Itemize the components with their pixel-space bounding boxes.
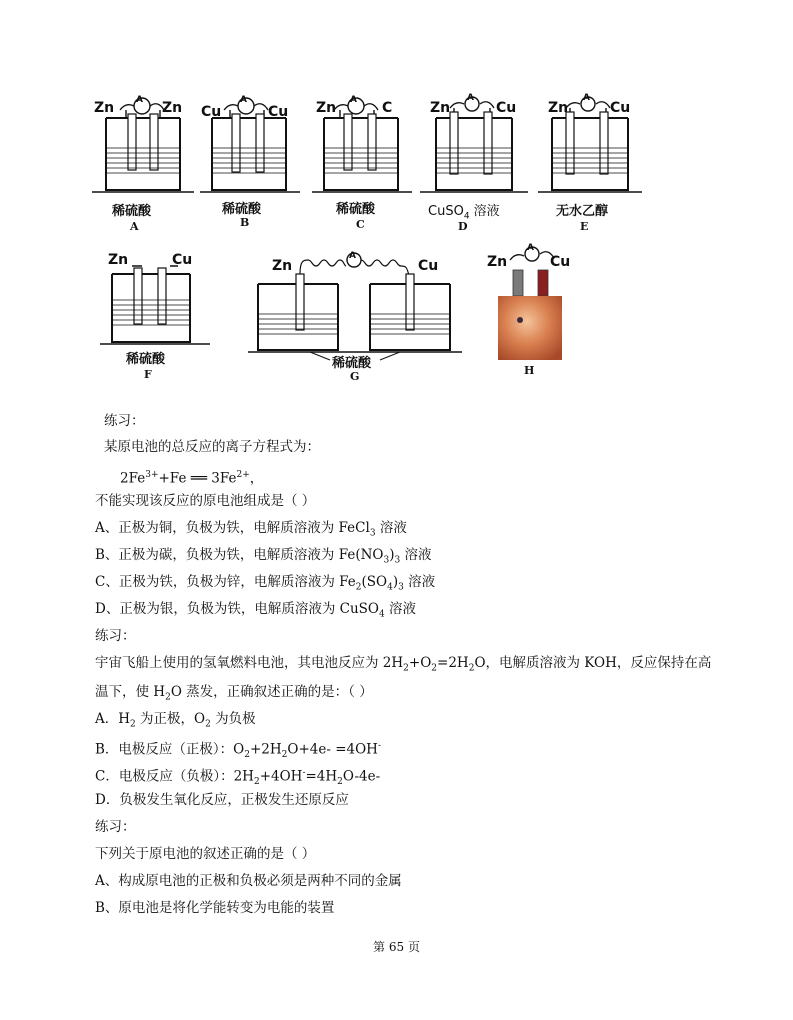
- electrode-left-label: Zn: [487, 254, 508, 270]
- exercise1-intro: 某原电池的总反应的离子方程式为：: [104, 439, 320, 455]
- electrode-left-label: Zn: [94, 100, 115, 116]
- electrode-left-label: Zn: [430, 100, 451, 116]
- electrode-right-label: Cu: [550, 254, 571, 270]
- figure-letter: B: [240, 216, 250, 229]
- figure-letter: H: [524, 364, 535, 377]
- exercise2-option-b: B．电极反应（正极）：$O_2+2H_2O+4e- =4OH^-$: [95, 741, 382, 761]
- figure-letter: E: [580, 220, 589, 233]
- apparatus-b: [200, 96, 300, 236]
- apparatus-h: [486, 243, 586, 377]
- figure-letter: F: [144, 368, 152, 381]
- ammeter-symbol: A: [583, 93, 590, 103]
- exercise2-option-c: C．电极反应（负极）：$2H_2+4OH^-=4H_2O-4e-$: [95, 768, 381, 788]
- ammeter-symbol: A: [349, 251, 356, 261]
- exercise1-question: 不能实现该反应的原电池组成是（ ）: [95, 493, 316, 509]
- ammeter-symbol: A: [467, 93, 474, 103]
- exercise2-option-d: D．负极发生氧化反应，正极发生还原反应: [95, 792, 349, 808]
- electrode-left-label: Zn: [272, 258, 293, 274]
- apparatus-c: [312, 96, 412, 236]
- exercise1-equation: $2Fe^{3+}+Fe$ ══ $3Fe^{2+}$，: [120, 470, 264, 487]
- exercise1-option-a: A、正极为铜，负极为铁，电解质溶液为 FeCl$_3$ 溶液: [95, 520, 407, 539]
- electrode-right-label: Zn: [162, 100, 183, 116]
- solution-label: 稀硫酸: [112, 204, 152, 219]
- exercise2-option-a: A．$H_2$ 为正极，$O_2$ 为负极: [95, 711, 256, 730]
- ammeter-symbol: A: [240, 95, 247, 105]
- apparatus-f: [100, 252, 212, 381]
- electrode-right-label: Cu: [172, 252, 193, 268]
- figure-letter: C: [356, 218, 365, 231]
- figure-area: [0, 0, 793, 390]
- electrode-left-label: Cu: [201, 104, 222, 120]
- apparatus-a: [92, 96, 192, 236]
- solution-label: CuSO$_4$ 溶液: [428, 204, 500, 222]
- exercise1-heading: 练习：: [104, 413, 145, 429]
- figure-letter: A: [130, 220, 139, 233]
- ammeter-symbol: A: [136, 95, 143, 105]
- exercise3-question: 下列关于原电池的叙述正确的是（ ）: [95, 846, 316, 862]
- electrode-left-label: Zn: [548, 100, 569, 116]
- electrode-right-label: Cu: [268, 104, 289, 120]
- exercise1-option-d: D、正极为银，负极为铁，电解质溶液为 CuSO$_4$ 溶液: [95, 601, 416, 620]
- ammeter-symbol: A: [527, 243, 534, 253]
- exercise2-line1: 宇宙飞船上使用的氢氧燃料电池，其电池反应为 $2H_2+O_2=2H_2O$，电解质溶液为 KOH，反应保持在高: [95, 655, 712, 674]
- exercise2-heading: 练习：: [95, 628, 136, 644]
- figure-letter: D: [458, 220, 468, 233]
- electrode-right-label: Cu: [418, 258, 439, 274]
- apparatus-g: [248, 248, 468, 383]
- exercise3-option-a: A、构成原电池的正极和负极必须是两种不同的金属: [95, 873, 402, 889]
- solution-label: 稀硫酸: [332, 356, 372, 371]
- electrode-right-label: Cu: [496, 100, 517, 116]
- page-number: 第 65 页: [373, 940, 420, 954]
- exercise1-option-c: C、正极为铁，负极为锌，电解质溶液为 $Fe_2(SO_4)_3$ 溶液: [95, 574, 436, 593]
- figure-letter: G: [350, 370, 360, 383]
- exercise2-line2: 温下，使 $H_2O$ 蒸发，正确叙述正确的是：（ ）: [95, 684, 373, 703]
- electrode-right-label: Cu: [610, 100, 631, 116]
- electrode-left-label: Zn: [108, 252, 129, 268]
- electrode-right-label: C: [382, 100, 393, 116]
- solution-label: 无水乙醇: [556, 204, 609, 219]
- exercise3-option-b: B、原电池是将化学能转变为电能的装置: [95, 900, 335, 916]
- apparatus-d: [424, 93, 534, 236]
- solution-label: 稀硫酸: [126, 352, 166, 367]
- apparatus-e: [540, 93, 640, 236]
- solution-label: 稀硫酸: [222, 202, 262, 217]
- electrode-left-label: Zn: [316, 100, 337, 116]
- exercise3-heading: 练习：: [95, 819, 136, 835]
- exercise1-option-b: B、正极为碳，负极为铁，电解质溶液为 $Fe(NO_3)_3$ 溶液: [95, 547, 432, 566]
- ammeter-symbol: A: [350, 95, 357, 105]
- solution-label: 稀硫酸: [336, 202, 376, 217]
